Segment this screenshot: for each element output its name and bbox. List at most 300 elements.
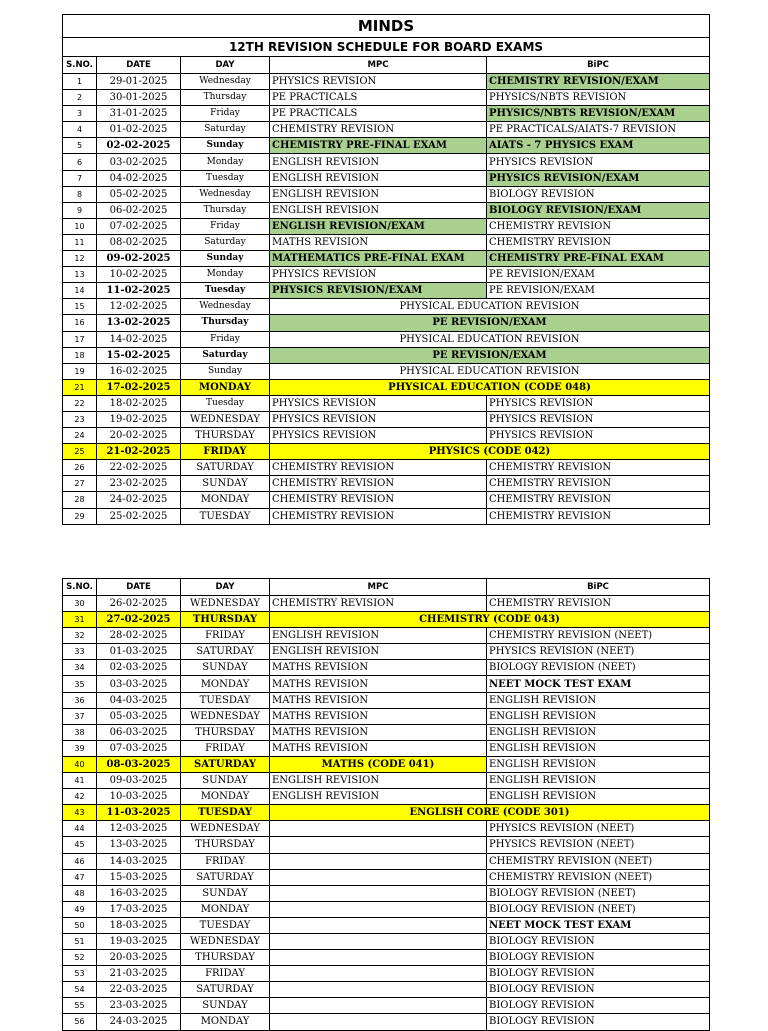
cell-mpc [270,966,487,982]
cell-date: 05-02-2025 [97,186,181,202]
cell-bipc: CHEMISTRY REVISION [487,596,710,612]
cell-date: 15-03-2025 [97,869,181,885]
cell-mpc [270,998,487,1014]
schedule-body-2 [63,596,710,1031]
cell-bipc: PHYSICS/NBTS REVISION [487,90,710,106]
cell-day: WEDNESDAY [181,411,270,427]
cell-bipc: PHYSICS REVISION [487,411,710,427]
cell-date: 17-02-2025 [97,379,181,395]
cell-date: 15-02-2025 [97,347,181,363]
cell-date: 13-03-2025 [97,837,181,853]
cell-date: 02-03-2025 [97,660,181,676]
table-row [63,283,710,299]
cell-sno: 29 [63,508,97,524]
cell-date: 02-02-2025 [97,138,181,154]
cell-date: 08-02-2025 [97,234,181,250]
cell-bipc: BIOLOGY REVISION (NEET) [487,901,710,917]
header-mpc: MPC [270,57,487,74]
cell-sno: 40 [63,756,97,772]
cell-day: THURSDAY [181,428,270,444]
cell-sno: 39 [63,740,97,756]
cell-mpc: ENGLISH REVISION [270,628,487,644]
cell-date: 04-03-2025 [97,692,181,708]
cell-date: 25-02-2025 [97,508,181,524]
table-row [63,837,710,853]
cell-bipc: PHYSICS REVISION [487,154,710,170]
cell-mpc: ENGLISH REVISION [270,170,487,186]
cell-mpc: MATHS REVISION [270,724,487,740]
cell-merged-subject: ENGLISH CORE (CODE 301) [270,805,710,821]
cell-bipc: CHEMISTRY REVISION/EXAM [487,74,710,90]
cell-day: MONDAY [181,789,270,805]
cell-date: 09-03-2025 [97,773,181,789]
table-row [63,885,710,901]
cell-mpc: ENGLISH REVISION [270,202,487,218]
cell-mpc: MATHS REVISION [270,676,487,692]
table-row [63,251,710,267]
cell-date: 06-02-2025 [97,202,181,218]
cell-mpc: ENGLISH REVISION/EXAM [270,218,487,234]
cell-bipc: BIOLOGY REVISION [487,998,710,1014]
cell-bipc: PHYSICS/NBTS REVISION/EXAM [487,106,710,122]
header-row [63,579,710,596]
cell-bipc: ENGLISH REVISION [487,724,710,740]
table-row [63,106,710,122]
cell-mpc: PHYSICS REVISION [270,74,487,90]
table-row [63,821,710,837]
cell-bipc: BIOLOGY REVISION [487,186,710,202]
cell-bipc: PE REVISION/EXAM [487,283,710,299]
table-row [63,1014,710,1030]
cell-date: 10-03-2025 [97,789,181,805]
table-row [63,218,710,234]
table-row [63,805,710,821]
cell-day: Sunday [181,251,270,267]
cell-sno: 49 [63,901,97,917]
table-row [63,122,710,138]
cell-merged-subject: PE REVISION/EXAM [270,347,710,363]
cell-day: Wednesday [181,74,270,90]
cell-sno: 46 [63,853,97,869]
cell-bipc: CHEMISTRY REVISION [487,218,710,234]
cell-sno: 56 [63,1014,97,1030]
cell-day: SUNDAY [181,998,270,1014]
cell-date: 27-02-2025 [97,612,181,628]
sheet-title: MINDS [63,15,710,38]
cell-mpc: ENGLISH REVISION [270,789,487,805]
cell-mpc: ENGLISH REVISION [270,154,487,170]
cell-sno: 25 [63,444,97,460]
cell-date: 20-02-2025 [97,428,181,444]
cell-day: TUESDAY [181,805,270,821]
cell-merged-subject: PHYSICAL EDUCATION (CODE 048) [270,379,710,395]
cell-bipc: PE REVISION/EXAM [487,267,710,283]
cell-mpc: CHEMISTRY REVISION [270,508,487,524]
cell-mpc [270,837,487,853]
cell-day: FRIDAY [181,853,270,869]
table-row [63,853,710,869]
cell-sno: 33 [63,644,97,660]
cell-bipc: BIOLOGY REVISION [487,966,710,982]
cell-date: 09-02-2025 [97,251,181,267]
cell-mpc [270,950,487,966]
cell-mpc: CHEMISTRY REVISION [270,122,487,138]
cell-sno: 34 [63,660,97,676]
table-row [63,773,710,789]
cell-day: Sunday [181,363,270,379]
table-row [63,982,710,998]
cell-mpc [270,869,487,885]
cell-date: 23-02-2025 [97,476,181,492]
table-row [63,428,710,444]
cell-mpc [270,901,487,917]
cell-sno: 51 [63,933,97,949]
cell-sno: 5 [63,138,97,154]
cell-mpc: ENGLISH REVISION [270,644,487,660]
cell-mpc: PHYSICS REVISION/EXAM [270,283,487,299]
table-row [63,202,710,218]
cell-date: 17-03-2025 [97,901,181,917]
cell-date: 13-02-2025 [97,315,181,331]
cell-merged-subject: CHEMISTRY (CODE 043) [270,612,710,628]
cell-bipc: PHYSICS REVISION/EXAM [487,170,710,186]
cell-bipc: BIOLOGY REVISION (NEET) [487,885,710,901]
cell-bipc: CHEMISTRY REVISION (NEET) [487,628,710,644]
cell-mpc [270,885,487,901]
cell-sno: 2 [63,90,97,106]
cell-sno: 42 [63,789,97,805]
cell-mpc: CHEMISTRY REVISION [270,492,487,508]
table-row [63,950,710,966]
cell-day: Tuesday [181,395,270,411]
cell-bipc: BIOLOGY REVISION [487,1014,710,1030]
cell-sno: 55 [63,998,97,1014]
cell-date: 21-02-2025 [97,444,181,460]
cell-day: WEDNESDAY [181,596,270,612]
cell-bipc: PHYSICS REVISION [487,395,710,411]
cell-date: 12-02-2025 [97,299,181,315]
cell-mpc: PHYSICS REVISION [270,267,487,283]
cell-bipc: CHEMISTRY REVISION [487,234,710,250]
table-row [63,756,710,772]
cell-date: 07-03-2025 [97,740,181,756]
table-row [63,660,710,676]
schedule-sheet-2 [62,578,709,1031]
cell-mpc [270,1014,487,1030]
cell-day: MONDAY [181,901,270,917]
cell-day: Thursday [181,90,270,106]
cell-sno: 50 [63,917,97,933]
cell-day: TUESDAY [181,917,270,933]
cell-mpc: MATHS REVISION [270,660,487,676]
cell-sno: 36 [63,692,97,708]
cell-bipc: CHEMISTRY REVISION (NEET) [487,869,710,885]
table-row [63,460,710,476]
cell-day: SATURDAY [181,982,270,998]
cell-date: 24-02-2025 [97,492,181,508]
cell-date: 19-03-2025 [97,933,181,949]
cell-sno: 27 [63,476,97,492]
cell-date: 23-03-2025 [97,998,181,1014]
cell-day: Wednesday [181,299,270,315]
cell-merged-subject: PHYSICAL EDUCATION REVISION [270,299,710,315]
cell-day: MONDAY [181,379,270,395]
cell-mpc: PHYSICS REVISION [270,428,487,444]
cell-bipc: PHYSICS REVISION (NEET) [487,821,710,837]
cell-mpc: ENGLISH REVISION [270,186,487,202]
cell-bipc: PHYSICS REVISION (NEET) [487,644,710,660]
header-date: DATE [97,57,181,74]
cell-sno: 41 [63,773,97,789]
cell-day: Monday [181,154,270,170]
table-row [63,138,710,154]
header-row [63,57,710,74]
cell-date: 07-02-2025 [97,218,181,234]
cell-bipc: NEET MOCK TEST EXAM [487,676,710,692]
cell-mpc: PHYSICS REVISION [270,411,487,427]
table-row [63,966,710,982]
cell-day: SUNDAY [181,476,270,492]
cell-bipc: ENGLISH REVISION [487,740,710,756]
table-row [63,998,710,1014]
cell-date: 08-03-2025 [97,756,181,772]
table-row [63,347,710,363]
cell-day: Tuesday [181,283,270,299]
cell-day: Thursday [181,315,270,331]
cell-date: 11-02-2025 [97,283,181,299]
cell-mpc: CHEMISTRY REVISION [270,596,487,612]
table-row [63,869,710,885]
table-row [63,315,710,331]
cell-mpc: MATHS REVISION [270,692,487,708]
table-row [63,444,710,460]
cell-date: 14-02-2025 [97,331,181,347]
cell-sno: 37 [63,708,97,724]
cell-date: 12-03-2025 [97,821,181,837]
cell-sno: 14 [63,283,97,299]
cell-day: Thursday [181,202,270,218]
table-row [63,395,710,411]
cell-sno: 44 [63,821,97,837]
cell-bipc: BIOLOGY REVISION (NEET) [487,660,710,676]
cell-date: 31-01-2025 [97,106,181,122]
cell-bipc: CHEMISTRY REVISION [487,476,710,492]
cell-sno: 45 [63,837,97,853]
cell-day: FRIDAY [181,740,270,756]
cell-sno: 30 [63,596,97,612]
cell-day: FRIDAY [181,966,270,982]
cell-date: 18-03-2025 [97,917,181,933]
cell-day: SATURDAY [181,756,270,772]
cell-sno: 15 [63,299,97,315]
cell-sno: 10 [63,218,97,234]
cell-date: 03-02-2025 [97,154,181,170]
cell-sno: 43 [63,805,97,821]
table-row [63,234,710,250]
header-day: DAY [181,579,270,596]
cell-sno: 3 [63,106,97,122]
cell-sno: 32 [63,628,97,644]
schedule-body-1 [63,74,710,525]
table-row [63,789,710,805]
table-row [63,724,710,740]
cell-mpc: MATHEMATICS PRE-FINAL EXAM [270,251,487,267]
cell-date: 22-03-2025 [97,982,181,998]
cell-sno: 31 [63,612,97,628]
table-row [63,299,710,315]
table-row [63,708,710,724]
cell-sno: 35 [63,676,97,692]
cell-date: 03-03-2025 [97,676,181,692]
schedule-table-1 [62,14,710,525]
cell-mpc [270,821,487,837]
cell-day: Saturday [181,234,270,250]
cell-merged-subject: PHYSICAL EDUCATION REVISION [270,363,710,379]
table-row [63,90,710,106]
schedule-sheet-1 [62,14,709,525]
cell-bipc: CHEMISTRY PRE-FINAL EXAM [487,251,710,267]
header-date: DATE [97,579,181,596]
table-row [63,331,710,347]
table-row [63,154,710,170]
table-row [63,411,710,427]
cell-sno: 26 [63,460,97,476]
cell-mpc: ENGLISH REVISION [270,773,487,789]
cell-day: Saturday [181,347,270,363]
table-row [63,676,710,692]
cell-date: 22-02-2025 [97,460,181,476]
header-day: DAY [181,57,270,74]
cell-bipc: PHYSICS REVISION [487,428,710,444]
cell-date: 26-02-2025 [97,596,181,612]
cell-bipc: PHYSICS REVISION (NEET) [487,837,710,853]
cell-sno: 53 [63,966,97,982]
cell-date: 21-03-2025 [97,966,181,982]
cell-day: Wednesday [181,186,270,202]
cell-sno: 6 [63,154,97,170]
table-row [63,692,710,708]
table-row [63,267,710,283]
cell-day: THURSDAY [181,724,270,740]
cell-merged-subject: PE REVISION/EXAM [270,315,710,331]
table-row [63,492,710,508]
cell-mpc: PE PRACTICALS [270,90,487,106]
cell-sno: 19 [63,363,97,379]
cell-date: 01-02-2025 [97,122,181,138]
cell-bipc: NEET MOCK TEST EXAM [487,917,710,933]
cell-mpc: PE PRACTICALS [270,106,487,122]
cell-sno: 9 [63,202,97,218]
cell-mpc: MATHS REVISION [270,708,487,724]
cell-day: FRIDAY [181,628,270,644]
table-row [63,476,710,492]
table-row [63,644,710,660]
cell-day: Friday [181,106,270,122]
cell-day: WEDNESDAY [181,708,270,724]
table-row [63,933,710,949]
cell-bipc: ENGLISH REVISION [487,756,710,772]
cell-day: SATURDAY [181,460,270,476]
cell-day: THURSDAY [181,950,270,966]
cell-mpc [270,982,487,998]
cell-date: 16-02-2025 [97,363,181,379]
cell-mpc [270,853,487,869]
cell-date: 11-03-2025 [97,805,181,821]
cell-bipc: CHEMISTRY REVISION [487,492,710,508]
sheet-subtitle: 12TH REVISION SCHEDULE FOR BOARD EXAMS [63,38,710,57]
cell-day: MONDAY [181,492,270,508]
header-bipc: BiPC [487,57,710,74]
cell-sno: 28 [63,492,97,508]
cell-day: WEDNESDAY [181,821,270,837]
cell-date: 16-03-2025 [97,885,181,901]
cell-sno: 1 [63,74,97,90]
table-row [63,612,710,628]
cell-sno: 4 [63,122,97,138]
cell-day: THURSDAY [181,837,270,853]
header-sno: S.NO. [63,57,97,74]
table-row [63,170,710,186]
cell-sno: 23 [63,411,97,427]
cell-day: MONDAY [181,1014,270,1030]
cell-bipc: ENGLISH REVISION [487,789,710,805]
table-row [63,186,710,202]
cell-bipc: ENGLISH REVISION [487,708,710,724]
cell-sno: 16 [63,315,97,331]
cell-bipc: CHEMISTRY REVISION [487,508,710,524]
cell-day: THURSDAY [181,612,270,628]
cell-day: SUNDAY [181,660,270,676]
cell-sno: 22 [63,395,97,411]
schedule-table-2 [62,578,710,1031]
cell-day: MONDAY [181,676,270,692]
header-sno: S.NO. [63,579,97,596]
cell-day: SUNDAY [181,885,270,901]
cell-bipc: CHEMISTRY REVISION (NEET) [487,853,710,869]
cell-sno: 12 [63,251,97,267]
cell-date: 18-02-2025 [97,395,181,411]
cell-sno: 47 [63,869,97,885]
cell-day: SATURDAY [181,644,270,660]
cell-sno: 8 [63,186,97,202]
cell-bipc: ENGLISH REVISION [487,773,710,789]
header-mpc: MPC [270,579,487,596]
cell-bipc: PE PRACTICALS/AIATS-7 REVISION [487,122,710,138]
cell-sno: 13 [63,267,97,283]
cell-mpc: CHEMISTRY REVISION [270,476,487,492]
header-bipc: BiPC [487,579,710,596]
cell-mpc: MATHS REVISION [270,234,487,250]
cell-mpc: PHYSICS REVISION [270,395,487,411]
cell-mpc: MATHS REVISION [270,740,487,756]
cell-sno: 38 [63,724,97,740]
cell-sno: 17 [63,331,97,347]
cell-sno: 24 [63,428,97,444]
table-row [63,901,710,917]
cell-date: 01-03-2025 [97,644,181,660]
cell-date: 06-03-2025 [97,724,181,740]
cell-sno: 11 [63,234,97,250]
cell-date: 19-02-2025 [97,411,181,427]
cell-mpc: CHEMISTRY REVISION [270,460,487,476]
cell-mpc [270,917,487,933]
cell-sno: 21 [63,379,97,395]
cell-merged-subject: PHYSICS (CODE 042) [270,444,710,460]
cell-bipc: CHEMISTRY REVISION [487,460,710,476]
cell-sno: 52 [63,950,97,966]
cell-date: 28-02-2025 [97,628,181,644]
cell-date: 05-03-2025 [97,708,181,724]
